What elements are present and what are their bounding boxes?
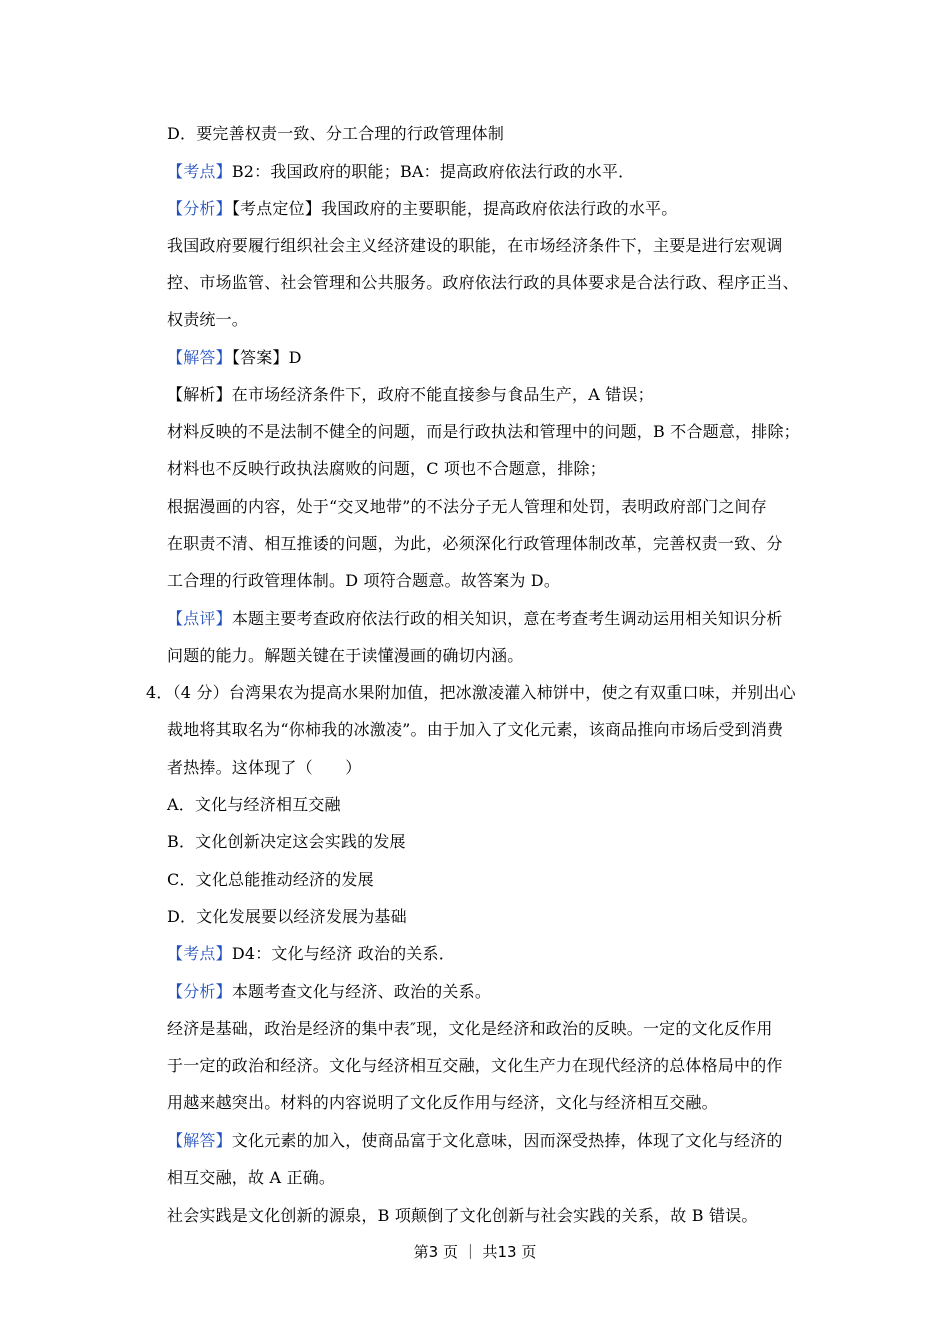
q3-kaodian [167, 162, 634, 182]
kaodian-text: D4：文化与经济 政治的关系． [231, 944, 455, 963]
q3-explain-line: 在职责不清、相互推诿的问题，为此，必须深化行政管理体制改革，完善权责一致、分 [167, 534, 783, 553]
dianping-text: 本题主要考查政府依法行政的相关知识，意在考查考生调动运用相关知识分析 [231, 609, 783, 628]
fenxi-tag: 【分析】 [167, 982, 232, 1001]
q4-option-a: A．文化与经济相互交融 [167, 795, 341, 814]
q3-jieda [167, 348, 302, 368]
q3-analysis-line: 控、市场监管、社会管理和公共服务。政府依法行政的具体要求是合法行政、程序正当、 [167, 273, 799, 292]
q4-stem-line: 裁地将其取名为“你柿我的冰激凌”。由于加入了文化元素，该商品推向市场后受到消费 [167, 720, 784, 739]
q4-kaodian [167, 944, 455, 964]
fenxi-tag: 【分析】 [167, 199, 232, 218]
fenxi-text: 本题考查文化与经济、政治的关系。 [231, 982, 492, 1001]
fenxi-text: 【考点定位】我国政府的主要职能，提高政府依法行政的水平。 [231, 199, 678, 218]
q3-explain-line: 材料反映的不是法制不健全的问题，而是行政执法和管理中的问题，B 不合题意，排除； [167, 422, 800, 441]
q3-analysis-line: 权责统一。 [167, 310, 249, 329]
q4-jieda-line: 相互交融，故 A 正确。 [167, 1168, 336, 1187]
q3-explain-line: 根据漫画的内容，处于“交叉地带”的不法分子无人管理和处罚，表明政府部门之间存 [167, 497, 767, 516]
q4-fenxi [167, 982, 491, 1002]
q3-dianping-line: 问题的能力。解题关键在于读懂漫画的确切内涵。 [167, 646, 524, 665]
page-footer: 第3 页 ｜ 共13 页 [413, 1243, 537, 1261]
q4-analysis-line: 于一定的政治和经济。文化与经济相互交融，文化生产力在现代经济的总体格局中的作 [167, 1056, 783, 1075]
q3-explain-line: 材料也不反映行政执法腐败的问题，C 项也不合题意，排除； [167, 459, 606, 478]
q3-analysis-line: 我国政府要履行组织社会主义经济建设的职能，在市场经济条件下，主要是进行宏观调 [167, 236, 783, 255]
q4-analysis-line: 经济是基础，政治是经济的集中表″现，文化是经济和政治的反映。一定的文化反作用 [167, 1019, 773, 1038]
jieda-text: 【答案】D [231, 348, 302, 367]
jieda-text: 文化元素的加入，使商品富于文化意味，因而深受热捧，体现了文化与经济的 [231, 1131, 783, 1150]
dianping-tag: 【点评】 [167, 609, 232, 628]
q4-jieda [167, 1131, 783, 1151]
kaodian-tag: 【考点】 [167, 162, 232, 181]
q3-option-d: D．要完善权责一致、分工合理的行政管理体制 [167, 124, 505, 143]
q3-explain-line: 【解析】在市场经济条件下，政府不能直接参与食品生产，A 错误； [167, 385, 654, 404]
q4-option-b: B．文化创新决定这会实践的发展 [167, 832, 406, 851]
kaodian-tag: 【考点】 [167, 944, 232, 963]
q4-stem [146, 683, 796, 703]
q4-stem-line: 者热捧。这体现了（ ） [167, 758, 362, 777]
jieda-tag: 【解答】 [167, 1131, 232, 1150]
q3-fenxi [167, 199, 677, 219]
q4-option-d: D．文化发展要以经济发展为基础 [167, 907, 407, 926]
q4-number: 4． [146, 683, 173, 702]
q4-analysis-line: 用越来越突出。材料的内容说明了文化反作用与经济，文化与经济相互交融。 [167, 1093, 718, 1112]
q3-explain-line: 工合理的行政管理体制。D 项符合题意。故答案为 D。 [167, 571, 561, 590]
q4-option-c: C．文化总能推动经济的发展 [167, 870, 374, 889]
jieda-tag: 【解答】 [167, 348, 232, 367]
q3-dianping [167, 609, 783, 629]
q4-last-line: 社会实践是文化创新的源泉，B 项颠倒了文化创新与社会实践的关系，故 B 错误。 [167, 1206, 758, 1225]
q4-stem-line: （4 分）台湾果农为提高水果附加值，把冰激凌灌入柿饼中，使之有双重口味，并别出心 [172, 683, 796, 702]
kaodian-text: B2：我国政府的职能；BA：提高政府依法行政的水平． [231, 162, 635, 181]
